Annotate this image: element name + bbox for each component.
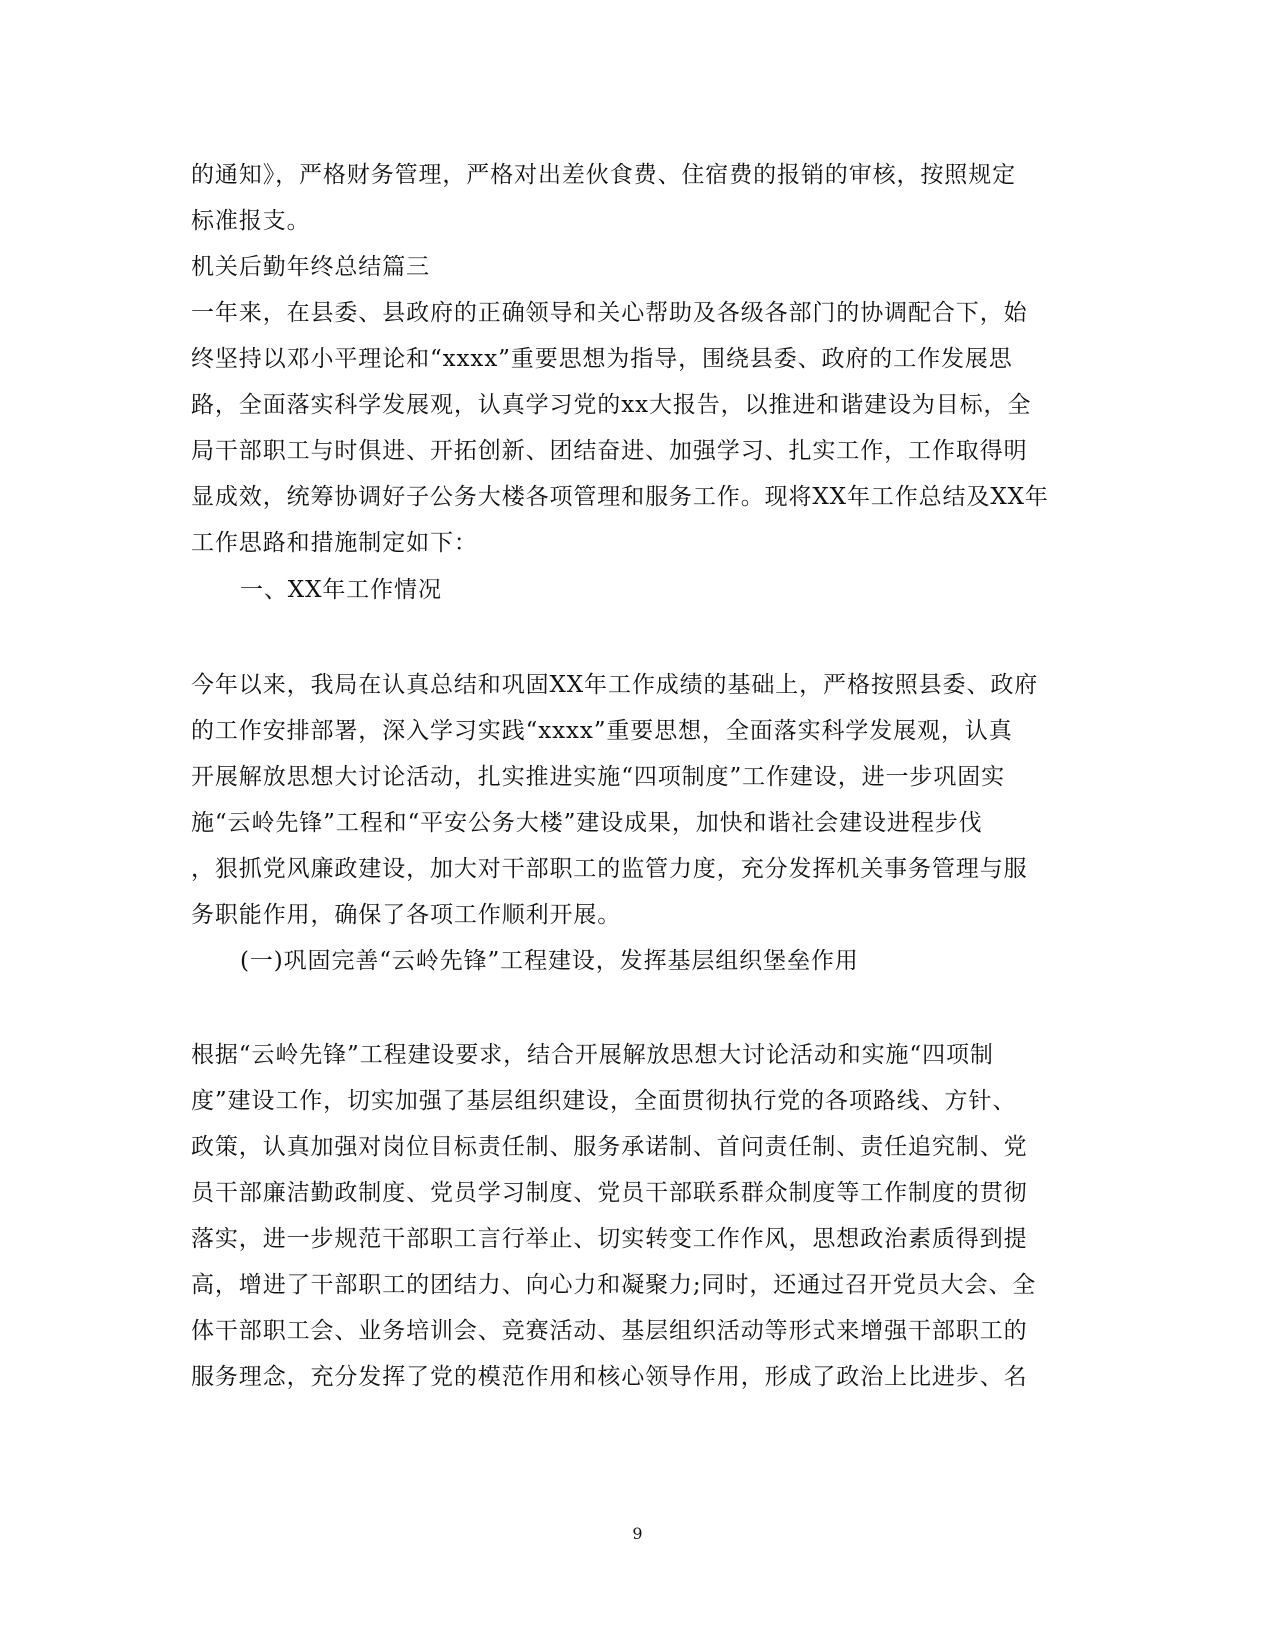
text-line: 今年以来，我局在认真总结和巩固XX年工作成绩的基础上，严格按照县委、政府	[191, 672, 1039, 698]
subheading: (一)巩固完善“云岭先锋”工程建设，发挥基层组织堡垒作用	[240, 948, 859, 974]
text-line: 度”建设工作，切实加强了基层组织建设，全面贯彻执行党的各项路线、方针、	[191, 1088, 1017, 1114]
text-line: 员干部廉洁勤政制度、党员学习制度、党员干部联系群众制度等工作制度的贯彻	[191, 1180, 1028, 1206]
text-line: 的工作安排部署，深入学习实践“xxxx”重要思想，全面落实科学发展观，认真	[191, 718, 1013, 744]
text-line: 一年来，在县委、县政府的正确领导和关心帮助及各级各部门的协调配合下，始	[191, 300, 1028, 326]
text-line: 显成效，统筹协调好子公务大楼各项管理和服务工作。现将XX年工作总结及XX年	[191, 484, 1049, 510]
text-line: 根据“云岭先锋”工程建设要求，结合开展解放思想大讨论活动和实施“四项制	[191, 1042, 994, 1068]
text-line: 路，全面落实科学发展观，认真学习党的xx大报告，以推进和谐建设为目标，全	[191, 392, 1032, 418]
text-line: 的通知》，严格财务管理，严格对出差伙食费、住宿费的报销的审核，按照规定	[191, 162, 1016, 188]
text-line: 服务理念，充分发挥了党的模范作用和核心领导作用，形成了政治上比进步、名	[191, 1364, 1028, 1390]
text-line: 工作思路和措施制定如下：	[191, 530, 478, 556]
text-line: 开展解放思想大讨论活动，扎实推进实施“四项制度”工作建设，进一步巩固实	[191, 764, 1006, 790]
text-line: 局干部职工与时俱进、开拓创新、团结奋进、加强学习、扎实工作，工作取得明	[191, 438, 1028, 464]
subheading: 一、XX年工作情况	[240, 577, 442, 603]
text-line: 施“云岭先锋”工程和“平安公务大楼”建设成果，加快和谐社会建设进程步伐	[191, 810, 983, 836]
text-line: 高，增进了干部职工的团结力、向心力和凝聚力;同时，还通过召开党员大会、全	[191, 1272, 1037, 1298]
text-line: 标准报支。	[191, 208, 311, 234]
page-number: 9	[632, 1524, 643, 1543]
text-line: 政策，认真加强对岗位目标责任制、服务承诺制、首问责任制、责任追究制、党	[191, 1134, 1028, 1160]
text-line: 终坚持以邓小平理论和“xxxx”重要思想为指导，围绕县委、政府的工作发展思	[191, 346, 1013, 372]
text-line: 务职能作用，确保了各项工作顺利开展。	[191, 902, 622, 928]
text-line: ，狠抓党风廉政建设，加大对干部职工的监管力度，充分发挥机关事务管理与服	[191, 856, 1028, 882]
section-title: 机关后勤年终总结篇三	[191, 254, 430, 280]
text-line: 落实，进一步规范干部职工言行举止、切实转变工作作风，思想政治素质得到提	[191, 1226, 1028, 1252]
text-line: 体干部职工会、业务培训会、竞赛活动、基层组织活动等形式来增强干部职工的	[191, 1318, 1028, 1344]
